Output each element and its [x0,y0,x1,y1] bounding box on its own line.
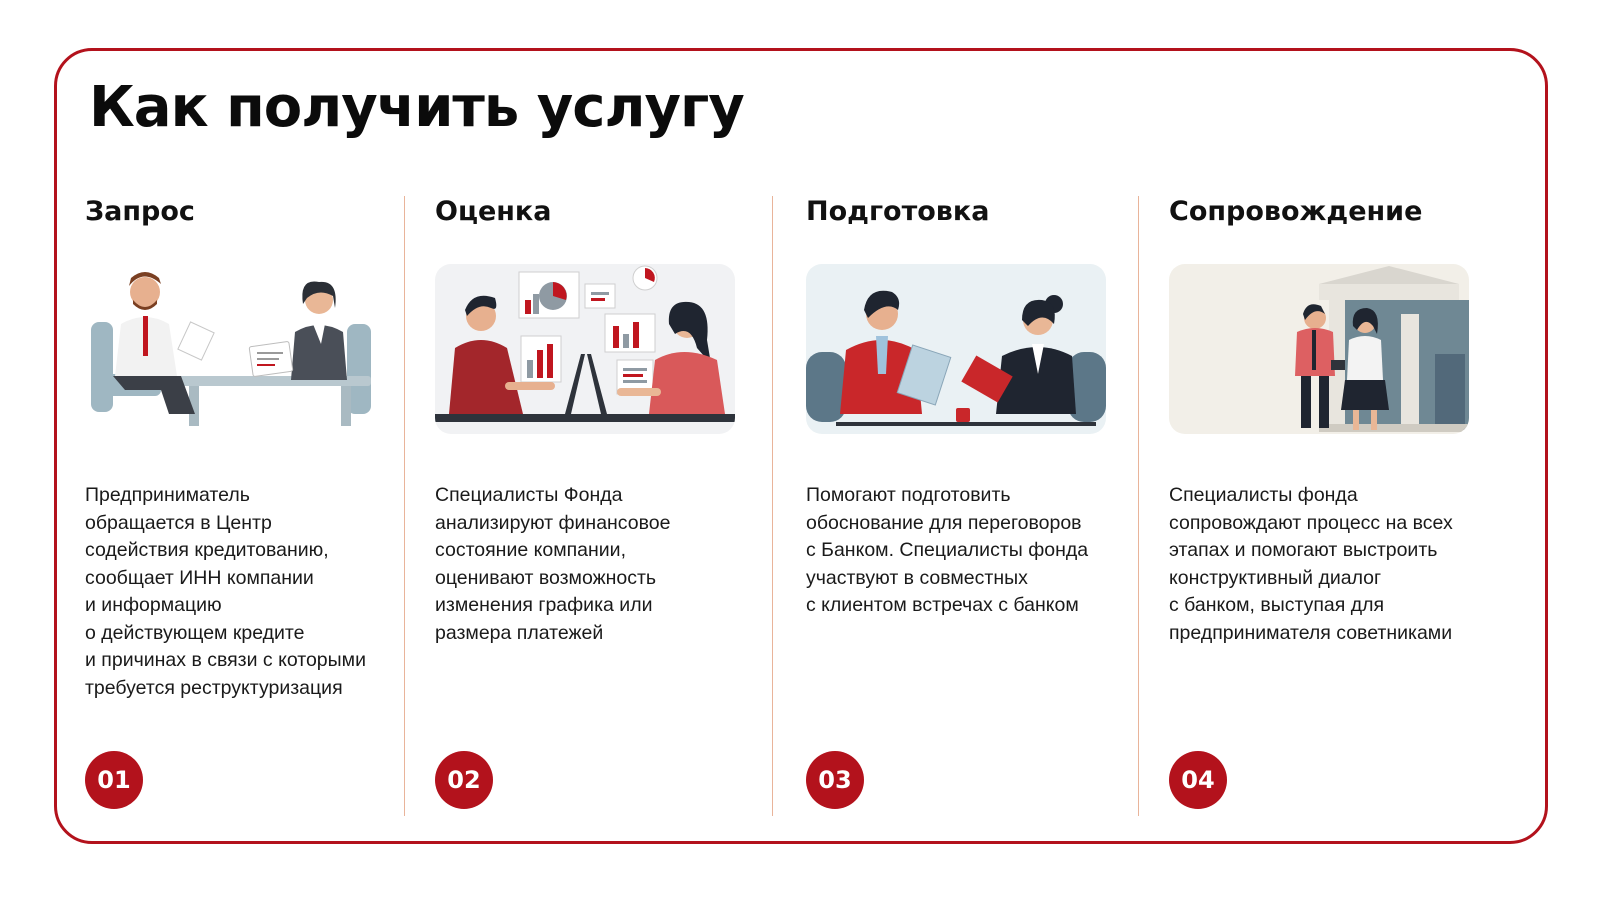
step-evaluation [435,196,765,836]
step-title: Подготовка [806,196,990,227]
step-number-badge: 02 [435,751,493,809]
column-divider [1138,196,1139,816]
step-title: Оценка [435,196,552,227]
document-preparation-illustration [806,264,1106,434]
step-title: Запрос [85,196,195,227]
entrepreneur-at-desk-illustration [85,264,385,434]
bank-support-illustration [1169,264,1469,434]
step-description: Специалисты Фонда анализируют финансовое состояние компании, оценивают возможность изменения графика или размера платежей [435,484,671,644]
step-request [85,196,415,836]
step-description: Специалисты фонда сопровождают процесс на всех этапах и помогают выстроить конструктивный диалог с банком, выступая для предпринимателя советниками [1169,484,1453,644]
page-title: Как получить услугу [89,75,744,140]
content-frame [54,48,1548,844]
step-number-badge: 01 [85,751,143,809]
step-title: Сопровождение [1169,196,1423,227]
step-number-badge: 04 [1169,751,1227,809]
step-description: Предприниматель обращается в Центр содействия кредитованию, сообщает ИНН компании и информацию о действующем кредите и причинах в связи с которыми требуется реструктуризация [85,484,366,699]
step-support [1169,196,1499,836]
step-number-badge: 03 [806,751,864,809]
step-preparation [806,196,1136,836]
column-divider [772,196,773,816]
financial-analysis-illustration [435,264,735,434]
step-description: Помогают подготовить обоснование для переговоров с Банком. Специалисты фонда участвуют в совместных с клиентом встречах с банком [806,484,1089,616]
